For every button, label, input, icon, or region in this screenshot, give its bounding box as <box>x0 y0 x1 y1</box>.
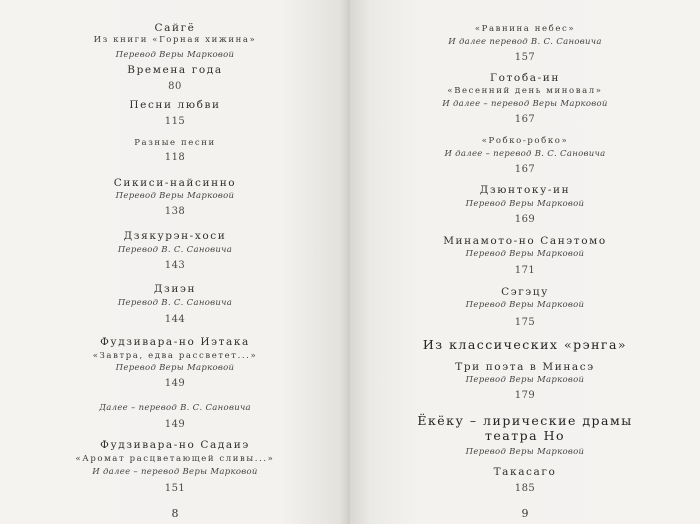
translator-line: Перевод Веры Марковой <box>115 50 235 60</box>
author-heading: Фудзивара-но Садаиэ <box>100 439 250 451</box>
page-number: 118 <box>164 152 186 163</box>
page-number: 151 <box>164 483 186 494</box>
translator-line: И далее – перевод В. С. Сановича <box>444 149 606 159</box>
page-number: 171 <box>514 265 536 276</box>
page-number: 143 <box>164 260 186 271</box>
folio-number: 8 <box>171 507 179 520</box>
page-number: 138 <box>164 206 186 217</box>
translator-line: Далее – перевод В. С. Сановича <box>99 403 251 413</box>
author-heading: Сэгэцу <box>501 286 549 298</box>
author-heading: Фудзивара-но Иэтака <box>100 336 250 348</box>
author-heading: Сайгё <box>154 22 196 34</box>
page-number: 144 <box>164 314 186 325</box>
right-page <box>350 0 700 524</box>
translator-line: Перевод Веры Марковой <box>465 300 585 310</box>
author-heading: Дзиэн <box>153 283 197 295</box>
section-heading: Из классических «рэнга» <box>422 337 628 352</box>
author-heading: Дзюнтоку-ин <box>479 184 571 196</box>
section-heading: Песни любви <box>129 99 221 111</box>
page-number: 157 <box>514 52 536 63</box>
section-heading-continued: театра Но <box>484 428 566 443</box>
section-heading: Разные песни <box>134 138 216 148</box>
translator-line: Перевод В. С. Сановича <box>117 245 233 255</box>
page-number: 167 <box>514 114 536 125</box>
author-heading: Минамото-но Санэтомо <box>443 235 607 247</box>
section-subtitle: Из книги «Горная хижина» <box>93 35 257 45</box>
translator-line: Перевод Веры Марковой <box>115 191 235 201</box>
translator-line: И далее – перевод Веры Марковой <box>92 467 258 477</box>
page-number: 149 <box>164 419 186 430</box>
poem-first-line: «Робко-робко» <box>481 136 569 146</box>
poem-first-line: «Равнина небес» <box>474 24 576 34</box>
work-heading: Такасаго <box>493 466 557 478</box>
page-number: 179 <box>514 390 536 401</box>
page-number: 115 <box>164 116 186 127</box>
translator-line: Перевод Веры Марковой <box>465 249 585 259</box>
section-heading: Времена года <box>127 64 223 76</box>
poem-first-line: «Завтра, едва рассветет...» <box>92 351 258 361</box>
page-number: 167 <box>514 164 536 175</box>
page-number: 185 <box>514 483 536 494</box>
section-heading: Ёкёку – лирические драмы <box>417 413 633 428</box>
poem-first-line: «Аромат расцветающей сливы...» <box>75 454 275 464</box>
page-number: 149 <box>164 378 186 389</box>
author-heading: Готоба-ин <box>490 72 560 84</box>
translator-line: Перевод В. С. Сановича <box>117 298 233 308</box>
translator-line: И далее перевод В. С. Сановича <box>448 37 602 47</box>
work-heading: Три поэта в Минасэ <box>455 361 595 373</box>
page-number: 80 <box>168 81 182 92</box>
folio-number: 9 <box>521 507 529 520</box>
page-number: 175 <box>514 317 536 328</box>
page-number: 169 <box>514 214 536 225</box>
author-heading: Сикиси-найсинно <box>113 177 237 189</box>
translator-line: Перевод Веры Марковой <box>465 199 585 209</box>
translator-line: Перевод Веры Марковой <box>115 363 235 373</box>
poem-first-line: «Весенний день миновал» <box>447 86 603 96</box>
translator-line: Перевод Веры Марковой <box>465 375 585 385</box>
translator-line: И далее – перевод Веры Марковой <box>442 99 608 109</box>
translator-line: Перевод Веры Марковой <box>465 447 585 457</box>
author-heading: Дзякурэн-хоси <box>123 230 227 242</box>
